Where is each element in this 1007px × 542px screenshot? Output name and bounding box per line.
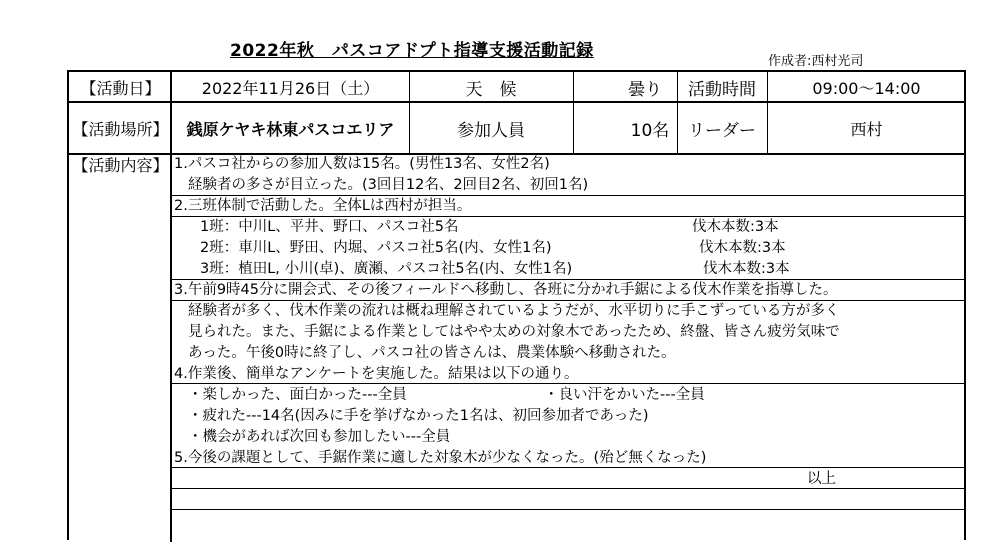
content-line [172, 448, 966, 469]
weather-value: 曇り [628, 79, 662, 100]
felled-tree-count: 伐木本数:3本 [692, 219, 779, 235]
participants-label: 参加人員 [457, 120, 525, 141]
felled-tree-count: 伐木本数:3本 [703, 261, 790, 277]
row-divider [172, 509, 966, 510]
column-divider [409, 72, 410, 154]
activity-time-value: 09:00～14:00 [812, 78, 921, 98]
content-line [172, 301, 966, 322]
participants-value: 10名 [630, 120, 670, 141]
felled-tree-count: 伐木本数:3本 [699, 240, 786, 256]
content-text: 2.三班体制で活動した。全体Lは西村が担当。 [174, 198, 472, 214]
content-text: 5.今後の課題として、手鋸作業に適した対象木が少なくなった。(殆ど無くなった) [174, 450, 707, 466]
closing-mark: 以上 [807, 471, 836, 487]
content-line [172, 427, 966, 448]
content-line [172, 280, 966, 301]
author-label: 作成者:西村光司 [768, 54, 864, 69]
activity-date-value: 2022年11月26日（土） [201, 78, 380, 98]
content-text: 見られた。また、手鋸による作業としてはやや太めの対象木であったため、終盤、皆さん疲労気味で [188, 324, 840, 340]
row-divider [69, 101, 966, 103]
content-line [172, 154, 966, 175]
activity-content-label: 【活動内容】 [72, 156, 169, 175]
content-line [172, 217, 966, 238]
content-text: ・楽しかった、面白かった---全員 [188, 387, 407, 403]
content-line [172, 406, 966, 427]
column-divider [573, 72, 574, 154]
activity-date-label: 【活動日】 [80, 78, 161, 98]
leader-value: 西村 [850, 119, 883, 139]
content-line [172, 175, 966, 196]
content-line [172, 196, 966, 217]
content-text: 経験者の多さが目立った。(3回目12名、2回目2名、初回1名) [188, 177, 589, 193]
content-line [172, 343, 966, 364]
content-line [172, 364, 966, 385]
leader-label: リーダー [688, 120, 756, 141]
content-text: 4.作業後、簡単なアンケートを実施した。結果は以下の通り。 [174, 366, 579, 382]
content-text: ・疲れた---14名(因みに手を挙げなかった1名は、初回参加者であった) [188, 408, 649, 424]
content-line [172, 385, 966, 406]
column-divider [677, 72, 678, 154]
content-text: 1.パスコ社からの参加人数は15名。(男性13名、女性2名) [174, 156, 550, 172]
content-line [172, 259, 966, 280]
content-line [172, 322, 966, 343]
activity-time-label: 活動時間 [688, 79, 756, 100]
content-text: 3.午前9時45分に開会式、その後フィールドへ移動し、各班に分かれ手鋸による伐木作業を指導した。 [174, 282, 838, 298]
content-text: ・良い汗をかいた---全員 [544, 387, 705, 403]
content-text: 3班：植田L, 小川(卓)、廣瀬、パスコ社5名(内、女性1名) [200, 261, 573, 277]
column-divider [767, 72, 768, 154]
content-text: 2班：車川L、野田、内堀、パスコ社5名(内、女性1名) [200, 240, 552, 256]
activity-place-label: 【活動場所】 [72, 119, 169, 139]
activity-record-sheet [67, 70, 966, 540]
content-line [172, 469, 966, 490]
content-text: あった。午後0時に終了し、パスコ社の皆さんは、農業体験へ移動された。 [188, 345, 676, 361]
content-text: 経験者が多く、伐木作業の流れは概ね理解されているようだが、水平切りに手こずっている方が多く [188, 303, 840, 319]
weather-label: 天 候 [465, 79, 517, 100]
content-text: ・機会があれば次回も参加したい---全員 [188, 429, 451, 445]
content-line [172, 238, 966, 259]
activity-place-value: 銭原ケヤキ林東パスコエリア [186, 119, 395, 139]
content-text: 1班：中川L、平井、野口、パスコ社5名 [200, 219, 459, 235]
document-title: 2022年秋 パスコアドプト指導支援活動記録 [230, 41, 594, 61]
